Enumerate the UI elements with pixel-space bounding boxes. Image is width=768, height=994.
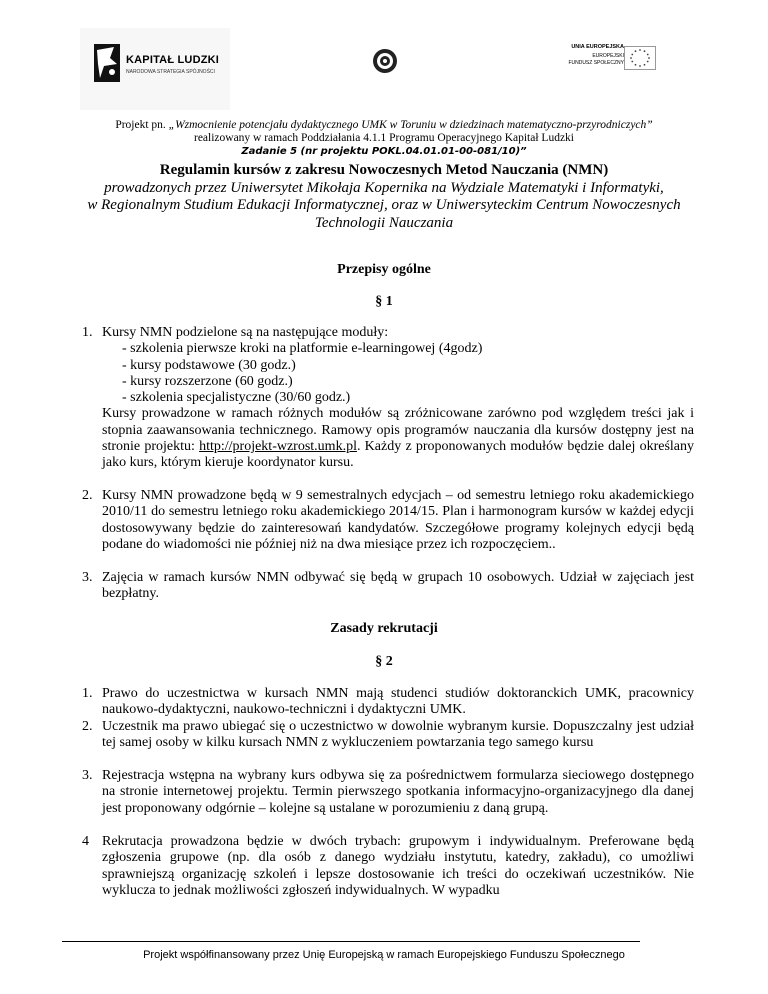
eu-logo: [566, 44, 696, 88]
section1-paragraph-sign: § 1: [375, 294, 393, 309]
item-label: 1.: [82, 686, 93, 701]
section2-heading: Zasady rekrutacji: [330, 621, 438, 636]
item-label: 4: [82, 834, 89, 849]
title-sub1: prowadzonych przez Uniwersytet Mikołaja Kopernika na Wydziale Matematyki i Informatyki,: [104, 179, 664, 196]
item-text: Rejestracja wstępna na wybrany kurs odbywa się za pośrednictwem formularza sieciowego dostępnego na stronie internetowej projektu. Termin pierwszego spotkania informacyjno-organizacyjnego dla danej jest proponowany odgórnie – kolejne są ustalane w porozumieniu z daną grupą.: [102, 768, 694, 816]
module-item: - szkolenia specjalistyczne (30/60 godz.): [122, 390, 351, 406]
kl-subtitle: NARODOWA STRATEGIA SPÓJNOŚCI: [126, 69, 215, 75]
kapital-ludzki-mark-icon: [92, 42, 122, 86]
item-label: 2.: [82, 719, 93, 734]
footer-text: Projekt współfinansowany przez Unię Europejską w ramach Europejskiego Funduszu Społecznego: [143, 949, 625, 961]
eu-line2: EUROPEJSKI: [592, 53, 624, 59]
item-text: Rekrutacja prowadzona będzie w dwóch trybach: grupowym i indywidualnym. Preferowane będą zgłoszenia grupowe (np. dla osób z danego wydziału instytutu, katedry, zakładu), co umożliwi sprawniejszą organizację szkoleń i lepsze dostosowanie ich treści do oczekiwań uczestników. Nie wyklucza to jednak możliwości zgłoszeń indywidualnych. W wypadku: [102, 834, 694, 898]
section1-heading: Przepisy ogólne: [337, 262, 431, 277]
section2-item4: [82, 834, 694, 899]
eu-line3: FUNDUSZ SPOŁECZNY: [568, 60, 624, 66]
item-text: Kursy prowadzone w ramach różnych modułów są zróżnicowane zarówno pod względem treści jak i stopnia zaawansowania technicznego. Ramowy opis programów nauczania dla kursów dostępny jest na stronie projektu:: [102, 406, 694, 455]
eu-flag-icon: [624, 46, 656, 70]
section2-paragraph-sign: § 2: [375, 654, 393, 669]
item-text: Zajęcia w ramach kursów NMN odbywać się będą w grupach 10 osobowych. Udział w zajęciach jest bezpłatny.: [102, 570, 694, 602]
section2-item1: [82, 686, 694, 719]
item-label: 3.: [82, 768, 93, 783]
item-text: Uczestnik ma prawo ubiegać się o uczestnictwo w dowolnie wybranym kursie. Dopuszczalny jest udział tej samej osoby w kilku kursach NMN z wykluczeniem powtarzania tego samego kursu: [102, 719, 694, 751]
title-sub3: Technologii Nauczania: [314, 214, 454, 231]
section2-item3: [82, 768, 694, 817]
item-label: 1.: [82, 325, 93, 340]
item-label: 3.: [82, 570, 93, 585]
item-intro: Kursy NMN podzielone są na następujące moduły:: [102, 325, 389, 340]
title-main: Regulamin kursów z zakresu Nowoczesnych Metod Nauczania (NMN): [159, 162, 609, 178]
document-title: [40, 162, 728, 232]
item-text: . Każdy z proponowanych modułów będzie dalej określany jako kurs, którym kieruje koordynator kursu.: [102, 439, 694, 471]
project-prefix: Projekt pn.: [115, 119, 169, 131]
project-line1: [0, 119, 768, 132]
section1-item2: [82, 488, 694, 553]
item-text: Prawo do uczestnictwa w kursach NMN mają studenci studiów doktoranckich UMK, pracownicy naukowo-dydaktyczni, naukowo-techniczni i dydaktyczni UMK.: [102, 686, 694, 718]
module-item: - kursy podstawowe (30 godz.): [122, 357, 296, 373]
logo-bar: [0, 28, 768, 108]
module-item: - kursy rozszerzone (60 godz.): [122, 373, 293, 389]
project-line3: Zadanie 5 (nr projektu POKL.04.01.01-00-081/10)”: [241, 146, 527, 157]
section1-item1: [82, 325, 694, 472]
project-name: „Wzmocnienie potencjału dydaktycznego UMK w Toruniu w dziedzinach matematyczno-przyrodniczych”: [168, 119, 653, 131]
module-item: - szkolenia pierwsze kroki na platformie e-learningowej (4godz): [122, 341, 483, 357]
eu-line1: UNIA EUROPEJSKA: [571, 44, 624, 50]
item-text: Kursy NMN prowadzone będą w 9 semestralnych edycjach – od semestru letniego roku akademickiego 2010/11 do semestru letniego roku akademickiego 2014/15. Plan i harmonogram kursów w każdej edycji dostosowywany będzie do zainteresowań kandydatów. Szczegółowe programy kolejnych edycji będą podane do wiadomości nie później niż na dwa miesiące przez ich rozpoczęciem..: [102, 488, 694, 552]
umk-emblem-icon: [372, 48, 398, 74]
project-line2: realizowany w ramach Poddziałania 4.1.1 Programu Operacyjnego Kapitał Ludzki: [193, 132, 574, 144]
project-info: [0, 119, 768, 158]
footer-divider: [62, 941, 640, 942]
title-sub2: w Regionalnym Studium Edukacji Informatycznej, oraz w Uniwersyteckim Centrum Nowoczesnych: [87, 197, 681, 213]
kapital-ludzki-logo: [80, 28, 230, 110]
kl-title: KAPITAŁ LUDZKI: [126, 54, 220, 66]
project-link[interactable]: http://projekt-wzrost.umk.pl: [199, 439, 357, 455]
section1-item3: [82, 570, 694, 603]
item-label: 2.: [82, 488, 93, 503]
section2-item2: [82, 719, 694, 752]
